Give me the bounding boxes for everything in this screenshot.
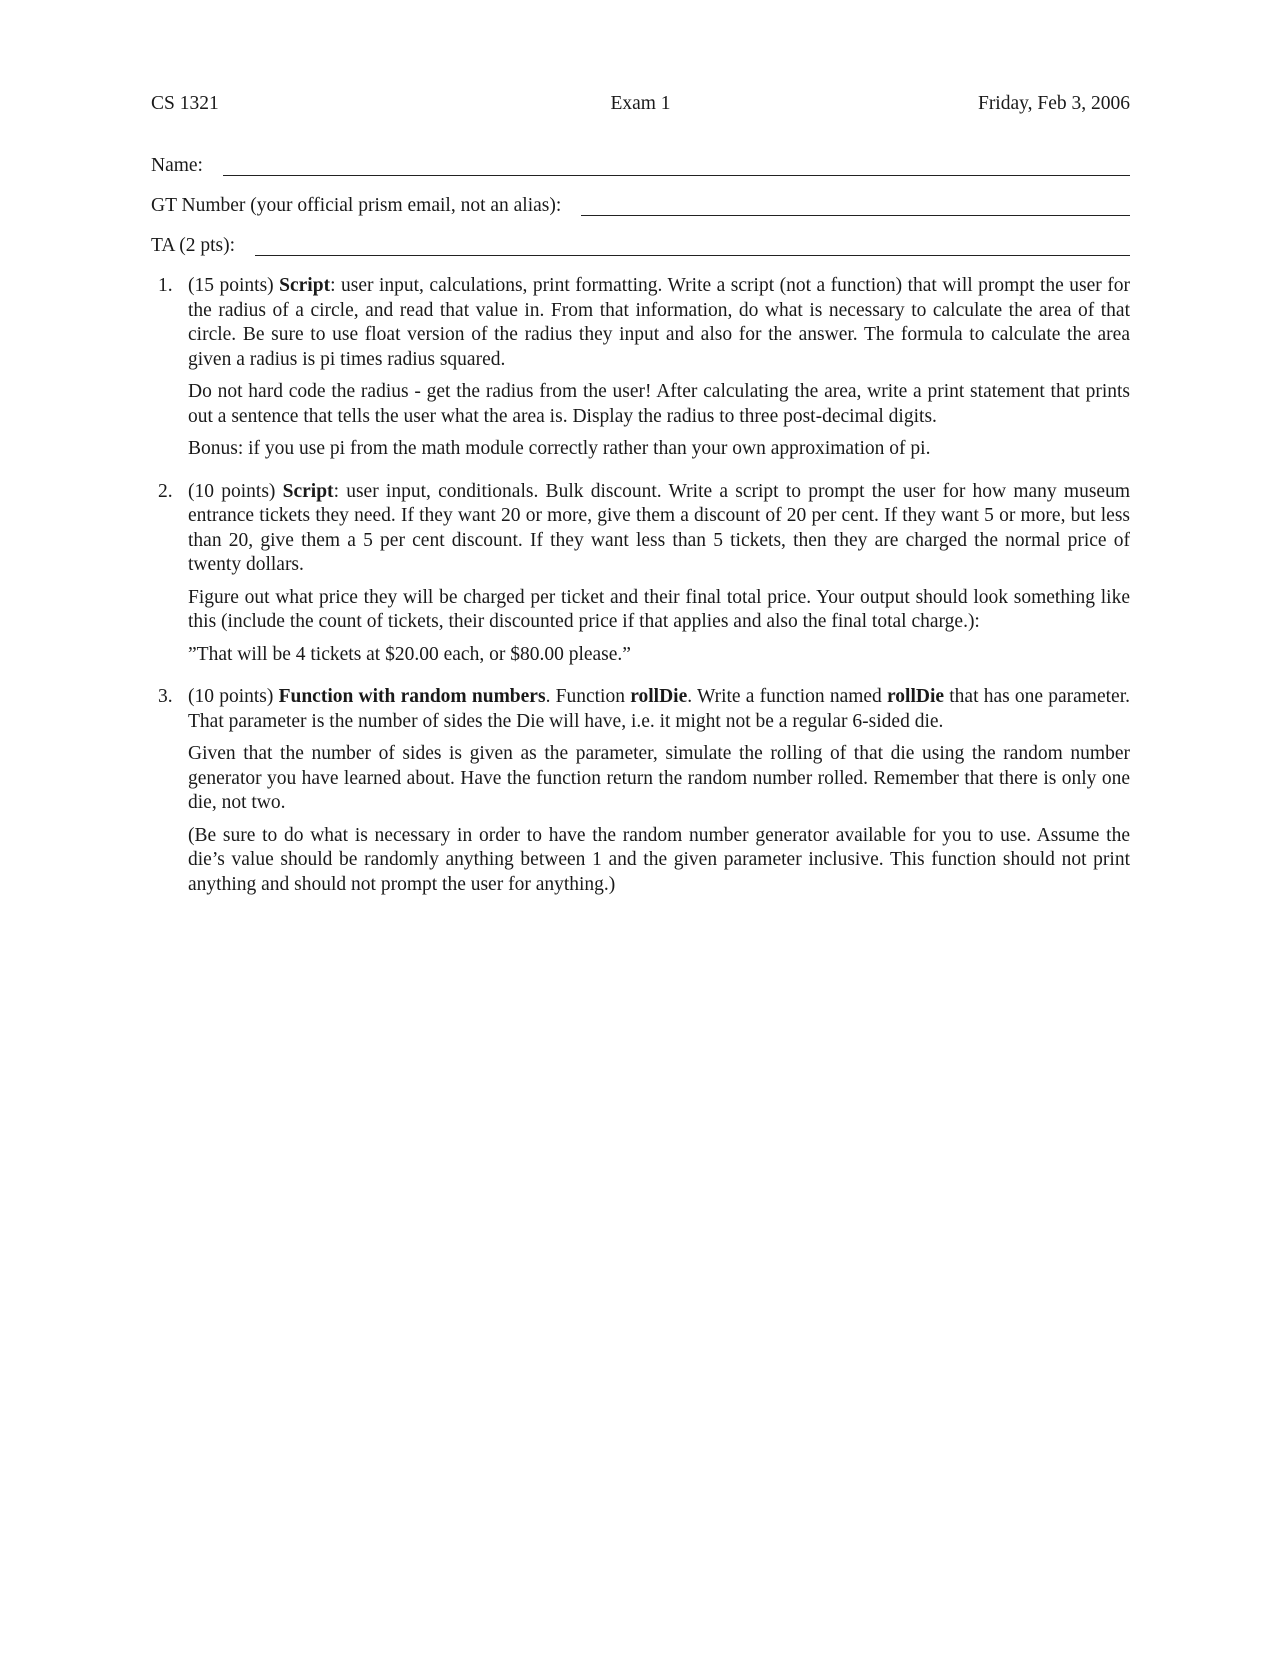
question-note: (Be sure to do what is necessary in order to have the random number generator available for you to use. Assume the die’s value should be randomly anything between 1 and the given parameter inclusive. This function should not print anything and should not prompt the user for anything.) bbox=[188, 824, 1130, 895]
exam-page bbox=[151, 92, 1130, 915]
gt-number-blank-line[interactable] bbox=[581, 214, 1130, 216]
question-intro-text: : user input, conditionals. Bulk discount. Write a script to prompt the user for how many museum entrance tickets they need. If they want 20 or more, give them a discount of 20 per cent. If they want 5 or more, but less than 20, give them a 5 per cent discount. If they want less than 5 tickets, then they are charged the normal price of twenty dollars. bbox=[188, 480, 1130, 575]
question-points: (15 points) bbox=[188, 275, 274, 296]
question-2 bbox=[151, 480, 1130, 668]
ta-label: TA (2 pts): bbox=[151, 234, 236, 256]
question-example-output: ”That will be 4 tickets at $20.00 each, or $80.00 please.” bbox=[188, 643, 631, 665]
question-number: 2. bbox=[158, 480, 173, 502]
name-blank-line[interactable] bbox=[223, 174, 1130, 176]
question-paragraph: Do not hard code the radius - get the radius from the user! After calculating the area, write a print statement that prints out a sentence that tells the user what the area is. Display the radius to three post-decimal digits. bbox=[188, 381, 1130, 427]
question-paragraph: Figure out what price they will be charged per ticket and their final total price. Your output should look something like this (include the count of tickets, their discounted price if that applies and also the final total charge.): bbox=[188, 586, 1130, 632]
question-intro-mid: . Write a function named bbox=[687, 686, 887, 707]
question-topic: Script bbox=[282, 480, 334, 502]
question-points: (10 points) bbox=[188, 686, 274, 707]
question-intro bbox=[188, 480, 1130, 578]
question-intro bbox=[188, 685, 1130, 734]
ta-blank-line[interactable] bbox=[255, 254, 1130, 256]
question-number: 3. bbox=[158, 686, 173, 707]
function-name: rollDie bbox=[887, 686, 945, 707]
course-code: CS 1321 bbox=[151, 93, 219, 114]
question-1 bbox=[151, 274, 1130, 462]
question-intro bbox=[188, 274, 1130, 372]
question-intro-text: that has one parameter. That parameter is the number of sides the Die will have, i.e. it might not be a regular 6-sided die. bbox=[188, 686, 1130, 732]
question-3 bbox=[151, 685, 1130, 897]
question-intro-mid: . Function bbox=[545, 686, 631, 707]
name-label: Name: bbox=[151, 154, 203, 176]
question-number: 1. bbox=[158, 275, 173, 296]
gt-number-field[interactable] bbox=[151, 194, 1130, 218]
question-bonus: Bonus: if you use pi from the math module correctly rather than your own approximation of pi. bbox=[188, 438, 931, 459]
gt-number-label: GT Number (your official prism email, not an alias): bbox=[151, 194, 562, 216]
function-name: rollDie bbox=[630, 686, 688, 707]
page-header bbox=[151, 92, 1130, 116]
question-topic: Script bbox=[279, 275, 331, 296]
exam-title: Exam 1 bbox=[610, 93, 671, 114]
question-topic: Function with random numbers bbox=[278, 686, 546, 707]
exam-date: Friday, Feb 3, 2006 bbox=[977, 93, 1130, 114]
question-list bbox=[151, 274, 1130, 897]
name-field[interactable] bbox=[151, 154, 1130, 178]
question-intro-text: : user input, calculations, print formatting. Write a script (not a function) that will prompt the user for the radius of a circle, and read that value in. From that information, do what is necessary to calculate the area of that circle. Be sure to use float version of the radius they input and also for the answer. The formula to calculate the area given a radius is pi times radius squared. bbox=[188, 275, 1131, 370]
question-points: (10 points) bbox=[188, 480, 276, 502]
question-paragraph: Given that the number of sides is given as the parameter, simulate the rolling of that die using the random number generator you have learned about. Have the function return the random number rolled. Remember that there is only one die, not two. bbox=[188, 743, 1130, 813]
ta-field[interactable] bbox=[151, 234, 1130, 258]
